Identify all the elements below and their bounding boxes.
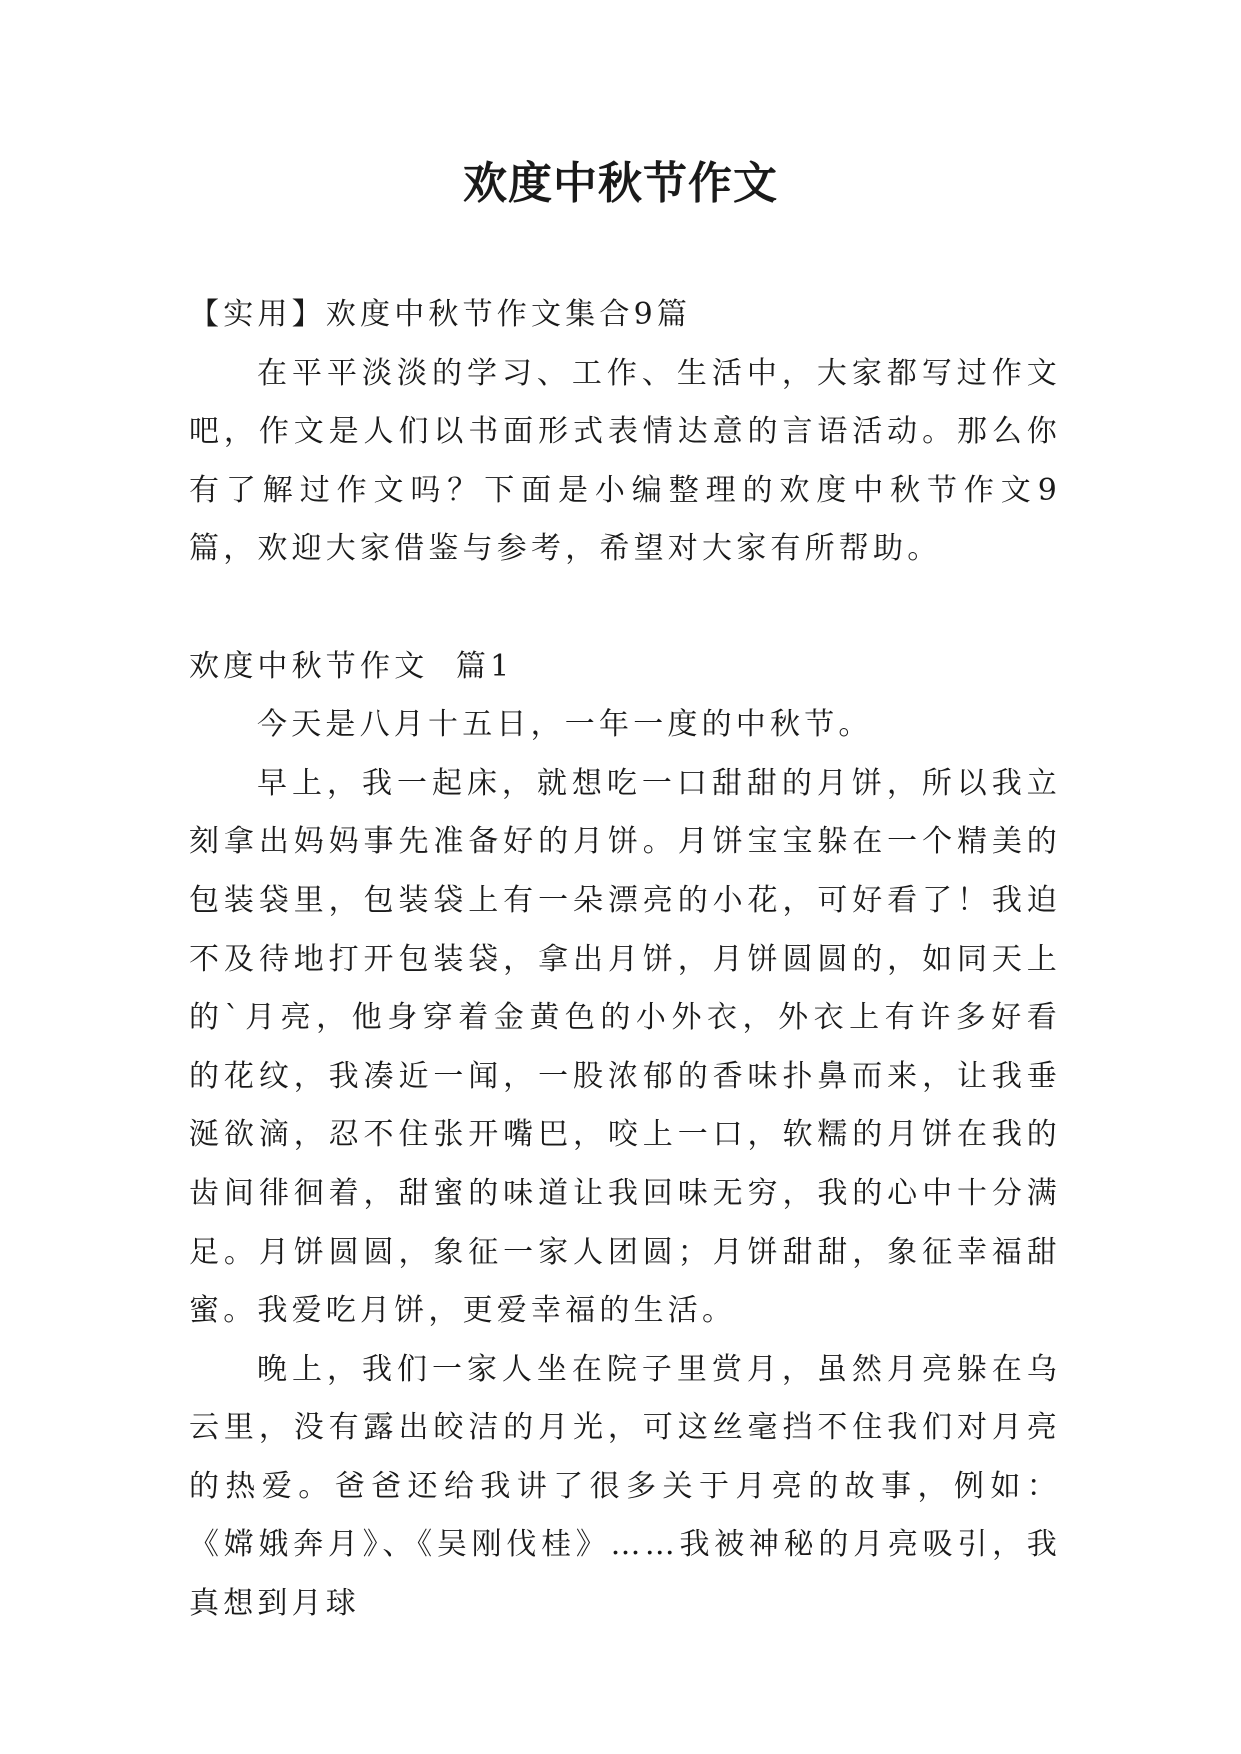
document-title: 欢度中秋节作文 <box>463 158 778 209</box>
section-heading: 欢度中秋节作文 篇1 <box>189 648 514 684</box>
body-paragraph: 今天是八月十五日，一年一度的中秋节。 <box>257 707 873 743</box>
document-subtitle: 【实用】欢度中秋节作文集合9篇 <box>189 297 692 332</box>
intro-paragraph: 在平平淡淡的学习、工作、生活中，大家都写过作文吧，作文是人们以书面形式表情达意的言语活动。那么你有了解过作文吗？下面是小编整理的欢度中秋节作文9篇，欢迎大家借鉴与参考，希望对大家有所帮助。 <box>189 355 1061 567</box>
document-body <box>189 286 1061 1634</box>
body-paragraph: 早上，我一起床，就想吃一口甜甜的月饼，所以我立刻拿出妈妈事先准备好的月饼。月饼宝宝躲在一个精美的包装袋里，包装袋上有一朵漂亮的小花，可好看了！我迫不及待地打开包装袋，拿出月饼，月饼圆圆的，如同天上的`月亮，他身穿着金黄色的小外衣，外衣上有许多好看的花纹，我凑近一闻，一股浓郁的香味扑鼻而来，让我垂涎欲滴，忍不住张开嘴巴，咬上一口，软糯的月饼在我的齿间徘徊着，甜蜜的味道让我回味无穷，我的心中十分满足。月饼圆圆，象征一家人团圆；月饼甜甜，象征幸福甜蜜。我爱吃月饼，更爱幸福的生活。 <box>189 765 1061 1329</box>
body-paragraph: 晚上，我们一家人坐在院子里赏月，虽然月亮躲在乌云里，没有露出皎洁的月光，可这丝毫挡不住我们对月亮的热爱。爸爸还给我讲了很多关于月亮的故事，例如：《嫦娥奔月》、《吴刚伐桂》……我被神秘的月亮吸引，我真想到月球 <box>189 1351 1061 1622</box>
blank-line <box>189 579 1061 638</box>
